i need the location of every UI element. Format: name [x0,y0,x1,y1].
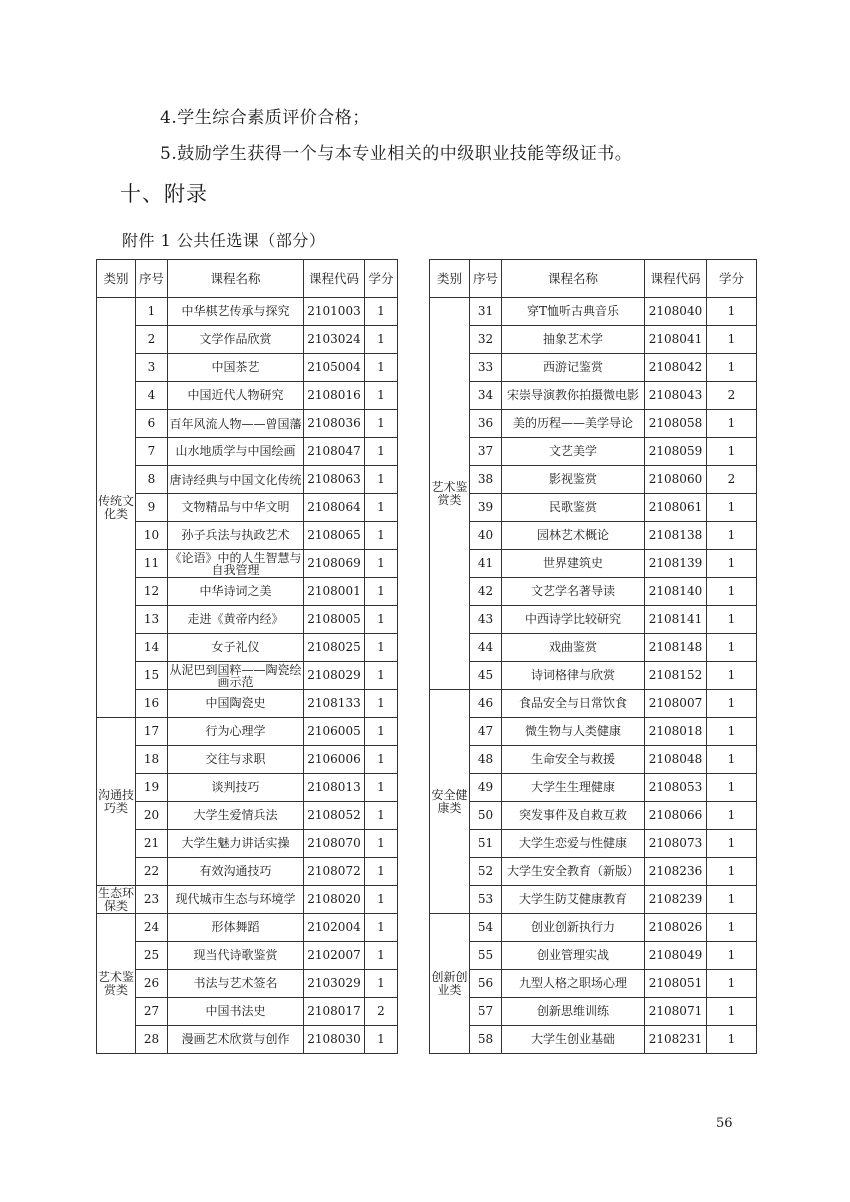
left-code-cell: 2108065 [304,522,365,550]
right-credit-cell: 1 [707,1026,757,1054]
right-code-cell: 2108059 [645,438,707,466]
right-code-cell: 2108152 [645,662,707,690]
left-code-cell: 2108016 [304,382,365,410]
right-number-cell: 44 [470,634,502,662]
left-name-cell: 女子礼仪 [168,634,304,662]
left-credit-cell: 1 [365,298,398,326]
left-code-cell: 2105004 [304,354,365,382]
left-credit-cell: 1 [365,438,398,466]
right-code-cell: 2108053 [645,774,707,802]
left-code-cell: 2108030 [304,1026,365,1054]
left-number-cell: 19 [136,774,168,802]
left-number-cell: 11 [136,550,168,578]
right-name-cell: 影视鉴赏 [502,466,645,494]
left-code-cell: 2108133 [304,690,365,718]
left-header-course-code: 课程代码 [304,260,365,298]
left-number-cell: 7 [136,438,168,466]
left-name-cell: 有效沟通技巧 [168,858,304,886]
left-credit-cell: 1 [365,970,398,998]
left-credit-cell: 1 [365,662,398,690]
left-name-cell: 中国陶瓷史 [168,690,304,718]
left-number-cell: 4 [136,382,168,410]
requirement-line-4: 4.学生综合素质评价合格； [160,108,370,128]
left-number-cell: 10 [136,522,168,550]
left-number-cell: 15 [136,662,168,690]
right-number-cell: 49 [470,774,502,802]
right-credit-cell: 1 [707,326,757,354]
left-name-cell: 中华棋艺传承与探究 [168,298,304,326]
right-name-cell: 食品安全与日常饮食 [502,690,645,718]
right-code-cell: 2108043 [645,382,707,410]
right-code-cell: 2108026 [645,914,707,942]
left-credit-cell: 1 [365,326,398,354]
right-credit-cell: 1 [707,298,757,326]
right-credit-cell: 1 [707,886,757,914]
left-name-cell: 从泥巴到国粹——陶瓷绘画示范 [169,662,302,689]
right-number-cell: 46 [470,690,502,718]
right-number-cell: 57 [470,998,502,1026]
left-code-cell: 2108020 [304,886,365,914]
left-number-cell: 16 [136,690,168,718]
right-name-cell: 园林艺术概论 [502,522,645,550]
right-number-cell: 40 [470,522,502,550]
left-credit-cell: 1 [365,690,398,718]
left-category-cell: 传统文化类 [97,298,136,718]
right-category-cell: 创新创业类 [430,914,470,1054]
right-credit-cell: 1 [707,998,757,1026]
right-code-cell: 2108040 [645,298,707,326]
left-code-cell: 2108025 [304,634,365,662]
left-code-cell: 2102004 [304,914,365,942]
left-name-cell: 中华诗词之美 [168,578,304,606]
left-name-cell: 中国近代人物研究 [168,382,304,410]
right-name-cell: 中西诗学比较研究 [502,606,645,634]
right-number-cell: 50 [470,802,502,830]
right-credit-cell: 1 [707,606,757,634]
left-number-cell: 8 [136,466,168,494]
right-credit-cell: 1 [707,690,757,718]
left-number-cell: 26 [136,970,168,998]
left-credit-cell: 1 [365,522,398,550]
left-category-cell: 艺术鉴赏类 [97,914,136,1054]
left-category-cell: 沟通技巧类 [97,718,136,886]
right-name-cell: 世界建筑史 [502,550,645,578]
right-number-cell: 58 [470,1026,502,1054]
left-header-category: 类别 [97,260,136,298]
right-name-cell: 创新思维训练 [502,998,645,1026]
left-credit-cell: 1 [365,802,398,830]
left-number-cell: 20 [136,802,168,830]
right-code-cell: 2108061 [645,494,707,522]
section-heading: 十、附录 [120,182,208,206]
right-code-cell: 2108048 [645,746,707,774]
right-credit-cell: 1 [707,746,757,774]
left-header-course-name: 课程名称 [168,260,304,298]
right-number-cell: 52 [470,858,502,886]
left-code-cell: 2108072 [304,858,365,886]
right-name-cell: 大学生恋爱与性健康 [502,830,645,858]
left-code-cell: 2101003 [304,298,365,326]
right-credit-cell: 1 [707,494,757,522]
right-credit-cell: 1 [707,774,757,802]
left-code-cell: 2108063 [304,466,365,494]
right-code-cell: 2108066 [645,802,707,830]
right-credit-cell: 1 [707,942,757,970]
table-header-row [97,260,757,298]
right-number-cell: 39 [470,494,502,522]
left-number-cell: 2 [136,326,168,354]
left-code-cell: 2103024 [304,326,365,354]
left-code-cell: 2108064 [304,494,365,522]
left-name-cell: 形体舞蹈 [168,914,304,942]
left-name-cell: 中国茶艺 [168,354,304,382]
right-code-cell: 2108073 [645,830,707,858]
right-name-cell: 抽象艺术学 [502,326,645,354]
left-name-cell: 百年风流人物——曾国藩 [168,410,304,438]
left-credit-cell: 1 [365,382,398,410]
right-name-cell: 大学生安全教育（新版） [502,858,645,886]
right-credit-cell: 1 [707,410,757,438]
left-number-cell: 9 [136,494,168,522]
right-number-cell: 47 [470,718,502,746]
right-number-cell: 53 [470,886,502,914]
right-number-cell: 37 [470,438,502,466]
right-code-cell: 2108140 [645,578,707,606]
left-name-cell: 漫画艺术欣赏与创作 [168,1026,304,1054]
left-name-cell: 现当代诗歌鉴赏 [168,942,304,970]
right-code-cell: 2108231 [645,1026,707,1054]
right-name-cell: 宋崇导演教你拍摄微电影 [502,382,645,410]
left-header-number: 序号 [136,260,168,298]
left-number-cell: 3 [136,354,168,382]
left-number-cell: 22 [136,858,168,886]
right-number-cell: 38 [470,466,502,494]
left-credit-cell: 1 [365,746,398,774]
left-number-cell: 17 [136,718,168,746]
right-name-cell: 戏曲鉴赏 [502,634,645,662]
right-name-cell: 创业创新执行力 [502,914,645,942]
left-number-cell: 23 [136,886,168,914]
right-credit-cell: 1 [707,914,757,942]
right-credit-cell: 2 [707,466,757,494]
right-credit-cell: 1 [707,634,757,662]
right-number-cell: 31 [470,298,502,326]
left-credit-cell: 1 [365,634,398,662]
right-number-cell: 54 [470,914,502,942]
right-code-cell: 2108060 [645,466,707,494]
left-credit-cell: 1 [365,494,398,522]
right-credit-cell: 1 [707,830,757,858]
right-name-cell: 突发事件及自救互救 [502,802,645,830]
right-credit-cell: 1 [707,802,757,830]
left-code-cell: 2108005 [304,606,365,634]
left-number-cell: 27 [136,998,168,1026]
right-name-cell: 穿T恤听古典音乐 [502,298,645,326]
left-number-cell: 6 [136,410,168,438]
right-name-cell: 大学生生理健康 [502,774,645,802]
right-code-cell: 2108042 [645,354,707,382]
left-credit-cell: 1 [365,1026,398,1054]
right-name-cell: 诗词格律与欣赏 [502,662,645,690]
left-name-cell: 中国书法史 [168,998,304,1026]
left-name-cell: 书法与艺术签名 [168,970,304,998]
right-code-cell: 2108239 [645,886,707,914]
right-header-number: 序号 [470,260,502,298]
left-credit-cell: 1 [365,606,398,634]
left-code-cell: 2106006 [304,746,365,774]
right-name-cell: 生命安全与救援 [502,746,645,774]
right-header-course-code: 课程代码 [645,260,707,298]
left-code-cell: 2108013 [304,774,365,802]
right-code-cell: 2108139 [645,550,707,578]
right-number-cell: 56 [470,970,502,998]
left-name-cell: 交往与求职 [168,746,304,774]
right-code-cell: 2108007 [645,690,707,718]
left-code-cell: 2108001 [304,578,365,606]
right-name-cell: 美的历程——美学导论 [502,410,645,438]
left-name-cell: 山水地质学与中国绘画 [168,438,304,466]
left-code-cell: 2108069 [304,550,365,578]
appendix-title: 附件 1 公共任选课（部分） [122,231,326,250]
right-code-cell: 2108071 [645,998,707,1026]
right-name-cell: 微生物与人类健康 [502,718,645,746]
left-number-cell: 28 [136,1026,168,1054]
left-header-credit: 学分 [365,260,398,298]
left-credit-cell: 1 [365,550,398,578]
right-credit-cell: 1 [707,858,757,886]
right-name-cell: 九型人格之职场心理 [502,970,645,998]
right-name-cell: 文艺美学 [502,438,645,466]
right-credit-cell: 1 [707,522,757,550]
left-credit-cell: 1 [365,354,398,382]
left-code-cell: 2108036 [304,410,365,438]
right-credit-cell: 1 [707,354,757,382]
left-name-cell: 唐诗经典与中国文化传统 [168,466,304,494]
left-name-cell: 文物精品与中华文明 [168,494,304,522]
right-name-cell: 民歌鉴赏 [502,494,645,522]
left-name-cell: 大学生魅力讲话实操 [168,830,304,858]
right-number-cell: 36 [470,410,502,438]
left-name-cell: 《论语》中的人生智慧与自我管理 [169,550,302,577]
right-number-cell: 48 [470,746,502,774]
left-credit-cell: 1 [365,466,398,494]
right-code-cell: 2108051 [645,970,707,998]
left-credit-cell: 1 [365,942,398,970]
right-credit-cell: 1 [707,718,757,746]
right-credit-cell: 1 [707,550,757,578]
right-name-cell: 西游记鉴赏 [502,354,645,382]
left-number-cell: 21 [136,830,168,858]
left-credit-cell: 1 [365,858,398,886]
left-credit-cell: 1 [365,410,398,438]
right-code-cell: 2108141 [645,606,707,634]
left-credit-cell: 1 [365,718,398,746]
left-category-cell: 生态环保类 [97,885,134,913]
left-code-cell: 2108070 [304,830,365,858]
page-number: 56 [716,1116,733,1131]
right-name-cell: 文艺学名著导读 [502,578,645,606]
left-credit-cell: 1 [365,774,398,802]
requirement-line-5: 5.鼓励学生获得一个与本专业相关的中级职业技能等级证书。 [160,144,633,164]
right-code-cell: 2108049 [645,942,707,970]
right-number-cell: 32 [470,326,502,354]
column-gap [398,260,430,1054]
left-name-cell: 孙子兵法与执政艺术 [168,522,304,550]
left-code-cell: 2108029 [304,662,365,690]
right-code-cell: 2108236 [645,858,707,886]
left-number-cell: 1 [136,298,168,326]
left-number-cell: 13 [136,606,168,634]
right-credit-cell: 1 [707,662,757,690]
left-number-cell: 14 [136,634,168,662]
left-number-cell: 12 [136,578,168,606]
right-number-cell: 43 [470,606,502,634]
left-name-cell: 行为心理学 [168,718,304,746]
right-header-credit: 学分 [707,260,757,298]
left-name-cell: 大学生爱情兵法 [168,802,304,830]
right-category-cell: 艺术鉴赏类 [430,298,470,690]
right-number-cell: 55 [470,942,502,970]
right-number-cell: 41 [470,550,502,578]
left-code-cell: 2108047 [304,438,365,466]
right-credit-cell: 1 [707,970,757,998]
left-name-cell: 现代城市生态与环境学 [168,886,304,914]
right-credit-cell: 1 [707,578,757,606]
right-number-cell: 42 [470,578,502,606]
elective-course-table [96,259,757,1054]
left-number-cell: 25 [136,942,168,970]
left-name-cell: 谈判技巧 [168,774,304,802]
left-number-cell: 18 [136,746,168,774]
left-code-cell: 2108052 [304,802,365,830]
left-name-cell: 走进《黄帝内经》 [168,606,304,634]
right-number-cell: 45 [470,662,502,690]
right-code-cell: 2108018 [645,718,707,746]
right-code-cell: 2108148 [645,634,707,662]
right-name-cell: 大学生防艾健康教育 [502,886,645,914]
right-header-course-name: 课程名称 [502,260,645,298]
left-credit-cell: 1 [365,886,398,914]
right-name-cell: 创业管理实战 [502,942,645,970]
right-number-cell: 34 [470,382,502,410]
right-code-cell: 2108138 [645,522,707,550]
right-header-category: 类别 [430,260,470,298]
left-credit-cell: 1 [365,914,398,942]
right-category-cell: 安全健康类 [430,690,470,914]
left-code-cell: 2106005 [304,718,365,746]
right-code-cell: 2108041 [645,326,707,354]
left-number-cell: 24 [136,914,168,942]
left-code-cell: 2103029 [304,970,365,998]
left-code-cell: 2108017 [304,998,365,1026]
right-credit-cell: 1 [707,438,757,466]
right-credit-cell: 2 [707,382,757,410]
left-code-cell: 2102007 [304,942,365,970]
left-credit-cell: 1 [365,578,398,606]
left-name-cell: 文学作品欣赏 [168,326,304,354]
right-code-cell: 2108058 [645,410,707,438]
right-number-cell: 51 [470,830,502,858]
right-name-cell: 大学生创业基础 [502,1026,645,1054]
right-number-cell: 33 [470,354,502,382]
left-credit-cell: 2 [365,998,398,1026]
left-credit-cell: 1 [365,830,398,858]
